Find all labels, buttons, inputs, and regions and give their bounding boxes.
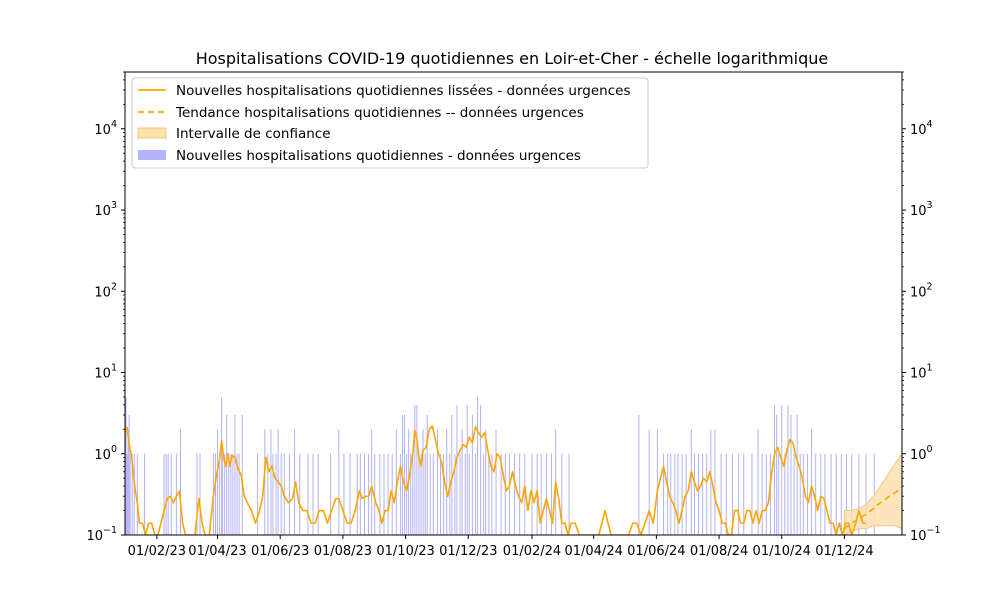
bar xyxy=(446,429,447,535)
bar xyxy=(330,454,331,535)
bar xyxy=(467,405,468,535)
bar xyxy=(281,454,282,535)
chart-title: Hospitalisations COVID-19 quotidiennes en Loir-et-Cher - échelle logarithmique xyxy=(195,49,829,68)
bar xyxy=(781,405,782,535)
bar xyxy=(694,454,695,535)
bar xyxy=(649,429,650,535)
y-tick-label-right: $10^0$ xyxy=(910,443,933,463)
bar xyxy=(338,429,339,535)
bar xyxy=(217,429,218,535)
bar xyxy=(270,429,271,535)
bar xyxy=(144,454,145,535)
bar xyxy=(168,454,169,535)
bar xyxy=(134,454,135,535)
bar xyxy=(469,454,470,535)
bar xyxy=(215,454,216,535)
y-tick-label-right: $10^{-1}$ xyxy=(910,525,941,544)
y-tick-label-left: $10^4$ xyxy=(94,118,117,138)
bar xyxy=(483,454,484,535)
bar xyxy=(803,454,804,535)
bar xyxy=(449,454,450,535)
bar xyxy=(568,454,569,535)
bar xyxy=(670,454,671,535)
x-tick-label: 01/12/23 xyxy=(439,544,498,559)
bar xyxy=(546,454,547,535)
bar xyxy=(815,454,816,535)
y-tick-label-right: $10^3$ xyxy=(910,200,933,220)
bar xyxy=(766,454,767,535)
bar xyxy=(406,454,407,535)
bar xyxy=(456,405,457,535)
bar xyxy=(691,429,692,535)
bar xyxy=(706,454,707,535)
bar xyxy=(137,454,138,535)
x-tick-label: 01/02/24 xyxy=(502,544,562,559)
y-tick-label-left: $10^{-1}$ xyxy=(86,525,117,544)
bar xyxy=(841,454,842,535)
bar xyxy=(774,405,775,535)
bar xyxy=(180,429,181,535)
bar xyxy=(318,454,319,535)
bar xyxy=(412,454,413,535)
bar xyxy=(299,454,300,535)
bar xyxy=(836,454,837,535)
bar xyxy=(257,454,258,535)
bar xyxy=(171,454,172,535)
bar xyxy=(710,429,711,535)
x-tick-label: 01/06/23 xyxy=(250,544,310,559)
bar xyxy=(126,397,127,535)
bar xyxy=(820,454,821,535)
bar xyxy=(130,454,131,535)
x-tick-label: 01/04/23 xyxy=(188,544,247,559)
bar xyxy=(514,454,515,535)
bar xyxy=(307,454,308,535)
legend-bars-swatch xyxy=(138,150,166,160)
bar xyxy=(200,454,201,535)
bar xyxy=(738,454,739,535)
x-tick-label: 01/08/24 xyxy=(689,544,749,559)
bar xyxy=(787,405,788,535)
bar xyxy=(811,429,812,535)
bar xyxy=(357,454,358,535)
bar xyxy=(794,454,795,535)
bar xyxy=(127,454,128,535)
x-tick-label: 01/12/24 xyxy=(815,544,874,559)
bar xyxy=(427,415,428,535)
bar xyxy=(674,454,675,535)
bar xyxy=(289,454,290,535)
bar xyxy=(657,429,658,535)
bar xyxy=(239,454,240,535)
bar xyxy=(364,454,365,535)
x-tick-label: 01/02/23 xyxy=(127,544,187,559)
x-tick-label: 01/10/23 xyxy=(376,544,435,559)
bar xyxy=(379,454,380,535)
bar xyxy=(465,454,466,535)
bar xyxy=(276,454,277,535)
bar xyxy=(222,454,223,535)
bar xyxy=(164,454,165,535)
bar xyxy=(343,454,344,535)
legend-confidence-swatch xyxy=(138,128,166,138)
bar xyxy=(509,454,510,535)
bar xyxy=(682,454,683,535)
bar xyxy=(824,454,825,535)
bar xyxy=(797,415,798,535)
x-tick-label: 01/04/24 xyxy=(564,544,623,559)
bar xyxy=(383,454,384,535)
y-tick-label-left: $10^3$ xyxy=(94,200,117,220)
bar xyxy=(443,454,444,535)
bar xyxy=(418,454,419,535)
y-tick-label-right: $10^1$ xyxy=(910,362,933,382)
bar xyxy=(371,429,372,535)
bar xyxy=(505,454,506,535)
x-tick-label: 01/10/24 xyxy=(752,544,811,559)
bar xyxy=(519,454,520,535)
bar xyxy=(414,405,415,535)
bar xyxy=(790,415,791,535)
x-tick-label: 01/06/24 xyxy=(627,544,686,559)
y-tick-label-left: $10^2$ xyxy=(94,281,117,301)
bar xyxy=(404,415,405,535)
bar xyxy=(425,454,426,535)
y-tick-label-right: $10^4$ xyxy=(910,118,933,138)
bar xyxy=(698,454,699,535)
bar xyxy=(221,397,222,535)
bar xyxy=(129,415,130,535)
x-tick-label: 01/08/23 xyxy=(313,544,373,559)
bar xyxy=(762,454,763,535)
bar xyxy=(219,454,220,535)
bar xyxy=(496,429,497,535)
bar xyxy=(667,454,668,535)
bar xyxy=(232,454,233,535)
bar xyxy=(388,454,389,535)
bar xyxy=(226,415,227,535)
bar xyxy=(472,415,473,535)
bar xyxy=(234,415,235,535)
legend-label: Intervalle de confiance xyxy=(176,126,331,142)
y-tick-label-right: $10^2$ xyxy=(910,281,933,301)
bar xyxy=(778,454,779,535)
bar xyxy=(714,429,715,535)
legend-label: Tendance hospitalisations quotidiennes -- données urgences xyxy=(176,105,584,121)
bar xyxy=(423,429,424,535)
legend-label: Nouvelles hospitalisations quotidiennes - données urgences xyxy=(176,148,581,164)
legend-label: Nouvelles hospitalisations quotidiennes lissées - données urgences xyxy=(176,83,631,99)
bar xyxy=(440,454,441,535)
y-tick-label-left: $10^0$ xyxy=(94,443,117,463)
bar xyxy=(807,454,808,535)
bar xyxy=(477,397,478,535)
bar xyxy=(776,415,777,535)
bar xyxy=(166,454,167,535)
bar xyxy=(488,454,489,535)
y-tick-label-left: $10^1$ xyxy=(94,362,117,382)
bar xyxy=(460,454,461,535)
bar xyxy=(638,415,639,535)
bar xyxy=(480,405,481,535)
bar xyxy=(702,454,703,535)
legend xyxy=(132,78,648,168)
bar xyxy=(416,405,417,535)
bar xyxy=(433,454,434,535)
bar xyxy=(475,454,476,535)
bar xyxy=(430,454,431,535)
